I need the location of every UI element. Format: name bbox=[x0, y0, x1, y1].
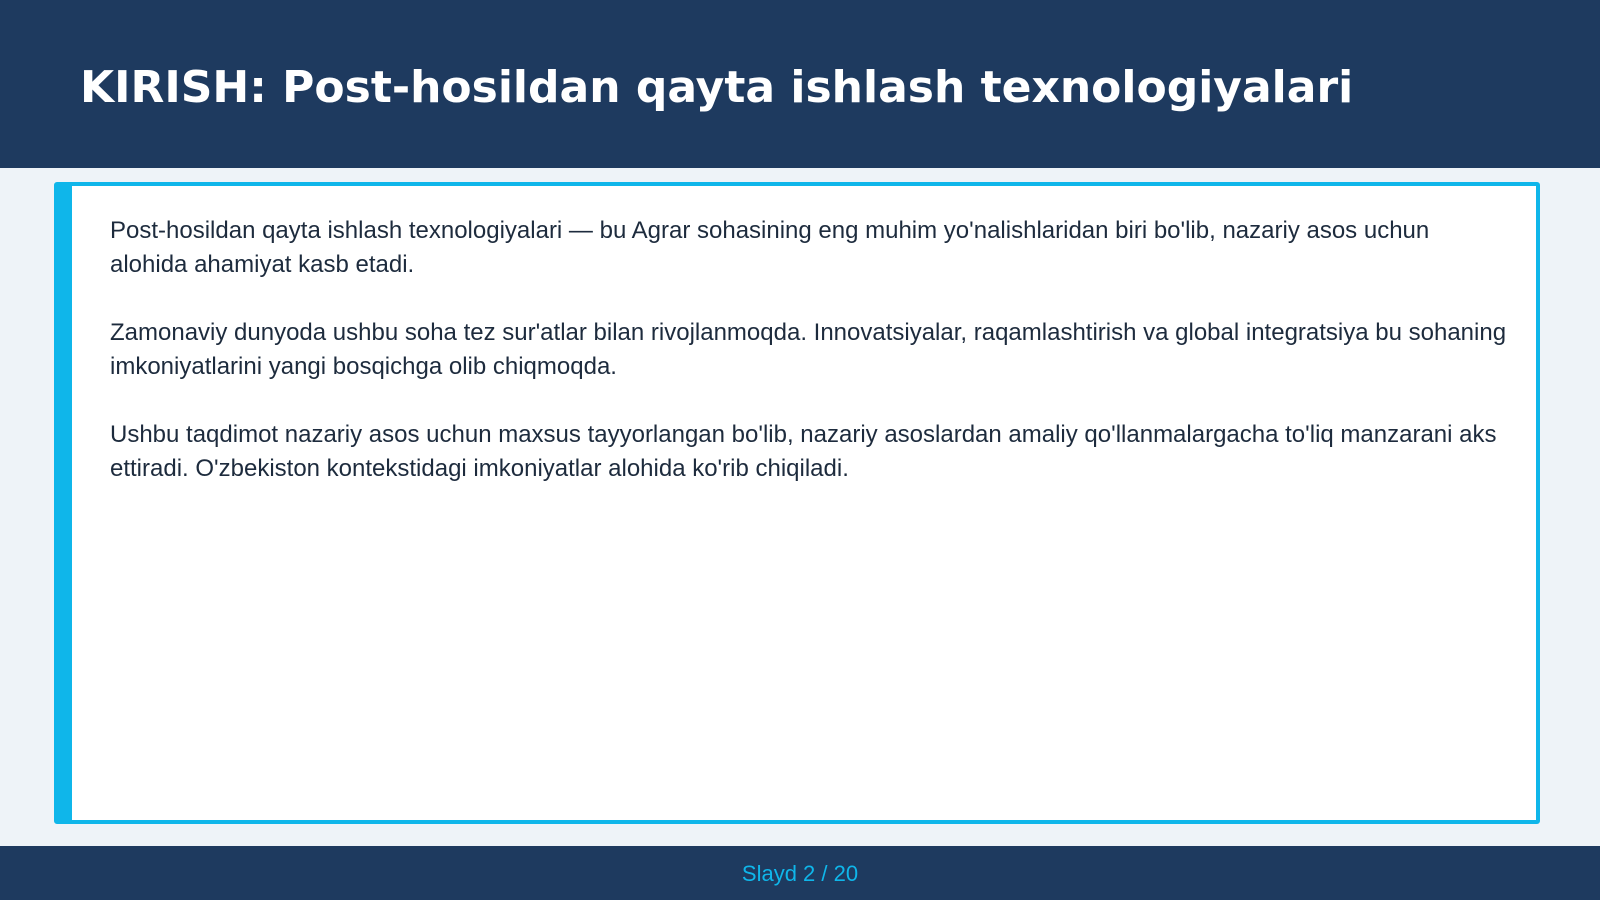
slide-header bbox=[0, 0, 1600, 168]
paragraph-modern-world: Zamonaviy dunyoda ushbu soha tez sur'atlar bilan rivojlanmoqda. Innovatsiyalar, raqamlashtirish va global integratsiya bu sohaning imkoniyatlarini yangi bosqichga olib chiqmoqda. bbox=[110, 319, 1507, 380]
paragraph-intro: Post-hosildan qayta ishlash texnologiyalari — bu Agrar sohasining eng muhim yo'nalishlaridan biri bo'lib, nazariy asos uchun alohida ahamiyat kasb etadi. bbox=[110, 217, 1430, 278]
slide-footer bbox=[0, 846, 1600, 900]
slide-title: KIRISH: Post-hosildan qayta ishlash texnologiyalari bbox=[80, 62, 1354, 113]
content-panel bbox=[54, 182, 1540, 824]
content-text bbox=[110, 214, 1510, 520]
paragraph-presentation-purpose: Ushbu taqdimot nazariy asos uchun maxsus tayyorlangan bo'lib, nazariy asoslardan amaliy qo'llanmalargacha to'liq manzarani aks ettiradi. O'zbekiston kontekstidagi imkoniyatlar alohida ko'rib chiqiladi. bbox=[110, 421, 1497, 482]
slide-counter: Slayd 2 / 20 bbox=[741, 861, 859, 886]
